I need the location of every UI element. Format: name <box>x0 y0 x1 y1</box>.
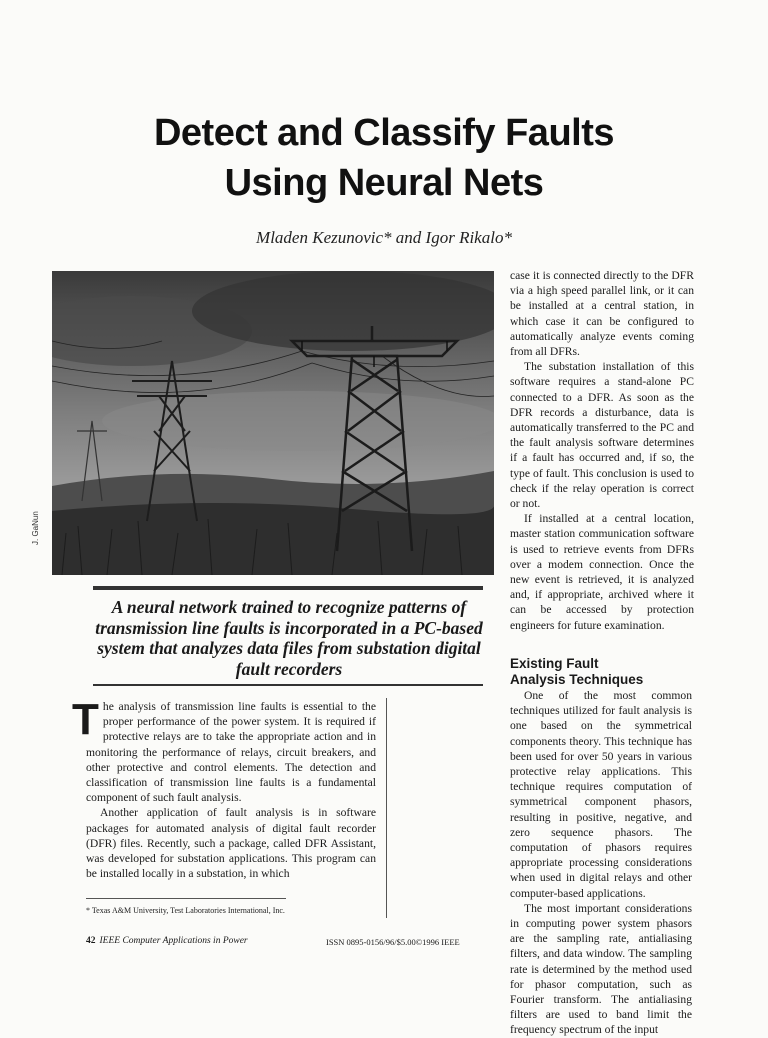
issn-line: ISSN 0895-0156/96/$5.00©1996 IEEE <box>326 937 460 947</box>
body-paragraph: The substation installation of this software requires a stand-alone PC connected to a DFR. As soon as the DFR records a disturbance, data is automatically transferred to the PC and the fault analysis software determines if a fault has occurred and, if so, the type of fault. This conclusion is used to check if the relay operation is correct or not. <box>510 360 694 511</box>
title-line-2: Using Neural Nets <box>224 162 544 204</box>
author-affiliation-footnote: * Texas A&M University, Test Laboratories International, Inc. <box>86 906 285 915</box>
body-paragraph: Another application of fault analysis is in software packages for automated analysis of digital fault recorder (DFR) files. Recently, such a package, called DFR Assistant, was developed for substation applications. This program can be installed locally in a substation, in which <box>86 806 376 881</box>
body-paragraph: One of the most common techniques utilized for fault analysis is one based on the symmetrical components theory. This technique has been used for over 50 years in various protective relay applications. This technique requires computation of symmetrical component phasors, resulting in positive, negative, and zero sequence phasors. The computation of phasors requires appropriate processing considerations when used in digital relays and other computer-based applications. <box>510 689 692 900</box>
right-column-top <box>510 268 694 633</box>
transmission-towers-photo <box>52 271 494 575</box>
body-paragraph: If installed at a central location, master station communication software is used to retrieve events from DFRs over a modem connection. Once the new event is retrieved, it is analyzed and, if appropriate, archived where it can be accessed by protection engineers for future examination. <box>510 512 694 632</box>
section-heading: Existing Fault Analysis Techniques <box>510 656 644 687</box>
body-paragraph: case it is connected directly to the DFR via a high speed parallel link, or it can be installed at a central station, in which case it can be configured to automatically analyze events coming from all DFRs. <box>510 269 694 359</box>
body-paragraph: The most important considerations in computing power system phasors are the sampling rate, antialiasing filters, and data window. The sampling rate is determined by the method used for phasor computation, such as Fourier transform. The antialiasing filters are used to band limit the frequency spectrum of the input <box>510 901 692 1037</box>
right-column-bottom <box>510 688 692 1038</box>
photo-credit: J. GaNun <box>31 511 40 545</box>
deck-top-rule <box>93 586 483 590</box>
journal-name: IEEE Computer Applications in Power <box>99 936 248 946</box>
article-deck: A neural network trained to recognize patterns of transmission line faults is incorporated in a PC-based system that analyzes data files from substation digital fault recorders <box>95 597 483 679</box>
deck-bottom-rule <box>93 684 483 686</box>
column-divider <box>386 698 387 918</box>
body-paragraph: The analysis of transmission line faults is essential to the proper performance of the power system. It is required if protective relays are to take the appropriate action and in monitoring the performance of relays, circuit breakers, and other protective and control elements. The detection and classification of transmission line faults is a fundamental component of such fault analysis. <box>72 695 376 805</box>
page-number: 42 <box>86 936 96 946</box>
page-footer <box>86 936 248 946</box>
footnote-rule <box>86 898 286 899</box>
article-title <box>0 108 768 208</box>
title-line-1: Detect and Classify Faults <box>153 112 615 154</box>
author-byline: Mladen Kezunovic* and Igor Rikalo* <box>256 228 512 247</box>
drop-cap: T <box>72 695 99 744</box>
left-column <box>72 695 376 881</box>
